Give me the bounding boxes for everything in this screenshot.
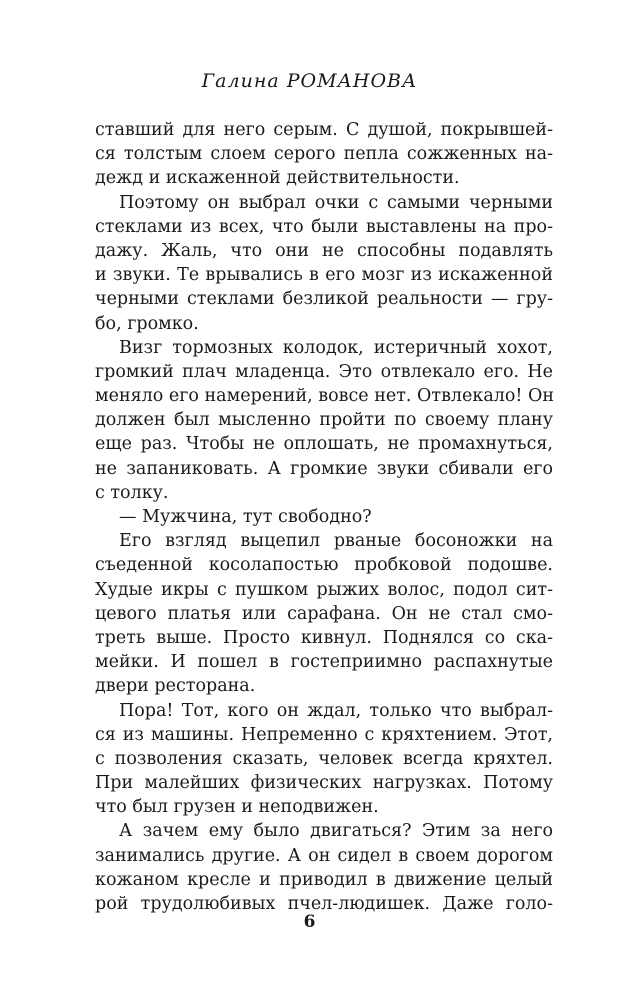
text-line: Визг тормозных колодок, истеричный хохот, [119, 337, 553, 358]
text-line: должен был мысленно пройти по своему плану [95, 410, 553, 431]
text-line: что был грузен и неподвижен. [95, 797, 379, 818]
text-line: цевого платья или сарафана. Он не стал смо- [95, 603, 553, 624]
text-line: дажу. Жаль, что они не способны подавлять [95, 240, 553, 261]
text-line: ся толстым слоем серого пепла сожженных на- [95, 144, 553, 165]
text-line: Пора! Тот, кого он ждал, только что выбрал- [119, 700, 553, 721]
text-line: стеклами из всех, что были выставлены на про- [95, 216, 553, 237]
text-line: Худые икры с пушком рыжих волос, подол сит- [95, 579, 553, 600]
text-line: и звуки. Те врывались в его мозг из искаженной [95, 265, 553, 286]
text-line: меняло его намерений, вовсе нет. Отвлекало! Он [95, 386, 555, 407]
text-line: — Мужчина, тут свободно? [119, 507, 372, 527]
text-line: Его взгляд выцепил рваные босоножки на [119, 531, 553, 552]
text-line: мейки. И пошел в гостеприимно распахнутые [95, 652, 553, 673]
text-line: двери ресторана. [95, 676, 256, 697]
text-line: черными стеклами безликой реальности — гру- [95, 289, 553, 310]
paragraph [95, 191, 553, 336]
text-line: треть выше. Просто кивнул. Поднялся со ска- [95, 627, 553, 648]
paragraph [95, 118, 553, 191]
body-text [95, 118, 553, 916]
text-line: съеденной косолапостью пробковой подошве. [95, 555, 553, 576]
text-line: громкий плач младенца. Это отвлекало его. Не [95, 361, 553, 382]
text-line: не запаниковать. А громкие звуки сбивали его [95, 458, 553, 479]
text-line: ся из машины. Непременно с кряхтением. Этот, [95, 724, 553, 745]
paragraph [95, 336, 553, 505]
text-line: А зачем ему было двигаться? Этим за него [119, 821, 553, 842]
text-line: кожаном кресле и приводил в движение целый [95, 869, 553, 890]
paragraph [95, 819, 553, 916]
text-line: бо, громко. [95, 313, 199, 334]
text-line: При малейших физических нагрузках. Потому [95, 773, 553, 794]
text-line: еще раз. Чтобы не оплошать, не промахнуться, [95, 434, 553, 455]
paragraph [95, 529, 553, 698]
text-line: Поэтому он выбрал очки с самыми черными [119, 192, 553, 213]
text-line: занимались другие. А он сидел в своем дорогом [95, 845, 553, 866]
paragraph [95, 505, 553, 529]
running-header-author: Галина РОМАНОВА [201, 70, 418, 92]
page-number: 6 [303, 912, 316, 932]
text-line: рой трудолюбивых пчел-людишек. Даже голо- [95, 894, 553, 914]
text-line: ставший для него серым. С душой, покрывшей- [95, 120, 553, 140]
paragraph [95, 699, 553, 820]
text-line: дежд и искаженной действительности. [95, 168, 460, 189]
text-line: с толку. [95, 482, 169, 503]
text-line: с позволения сказать, человек всегда кряхтел. [95, 748, 553, 769]
